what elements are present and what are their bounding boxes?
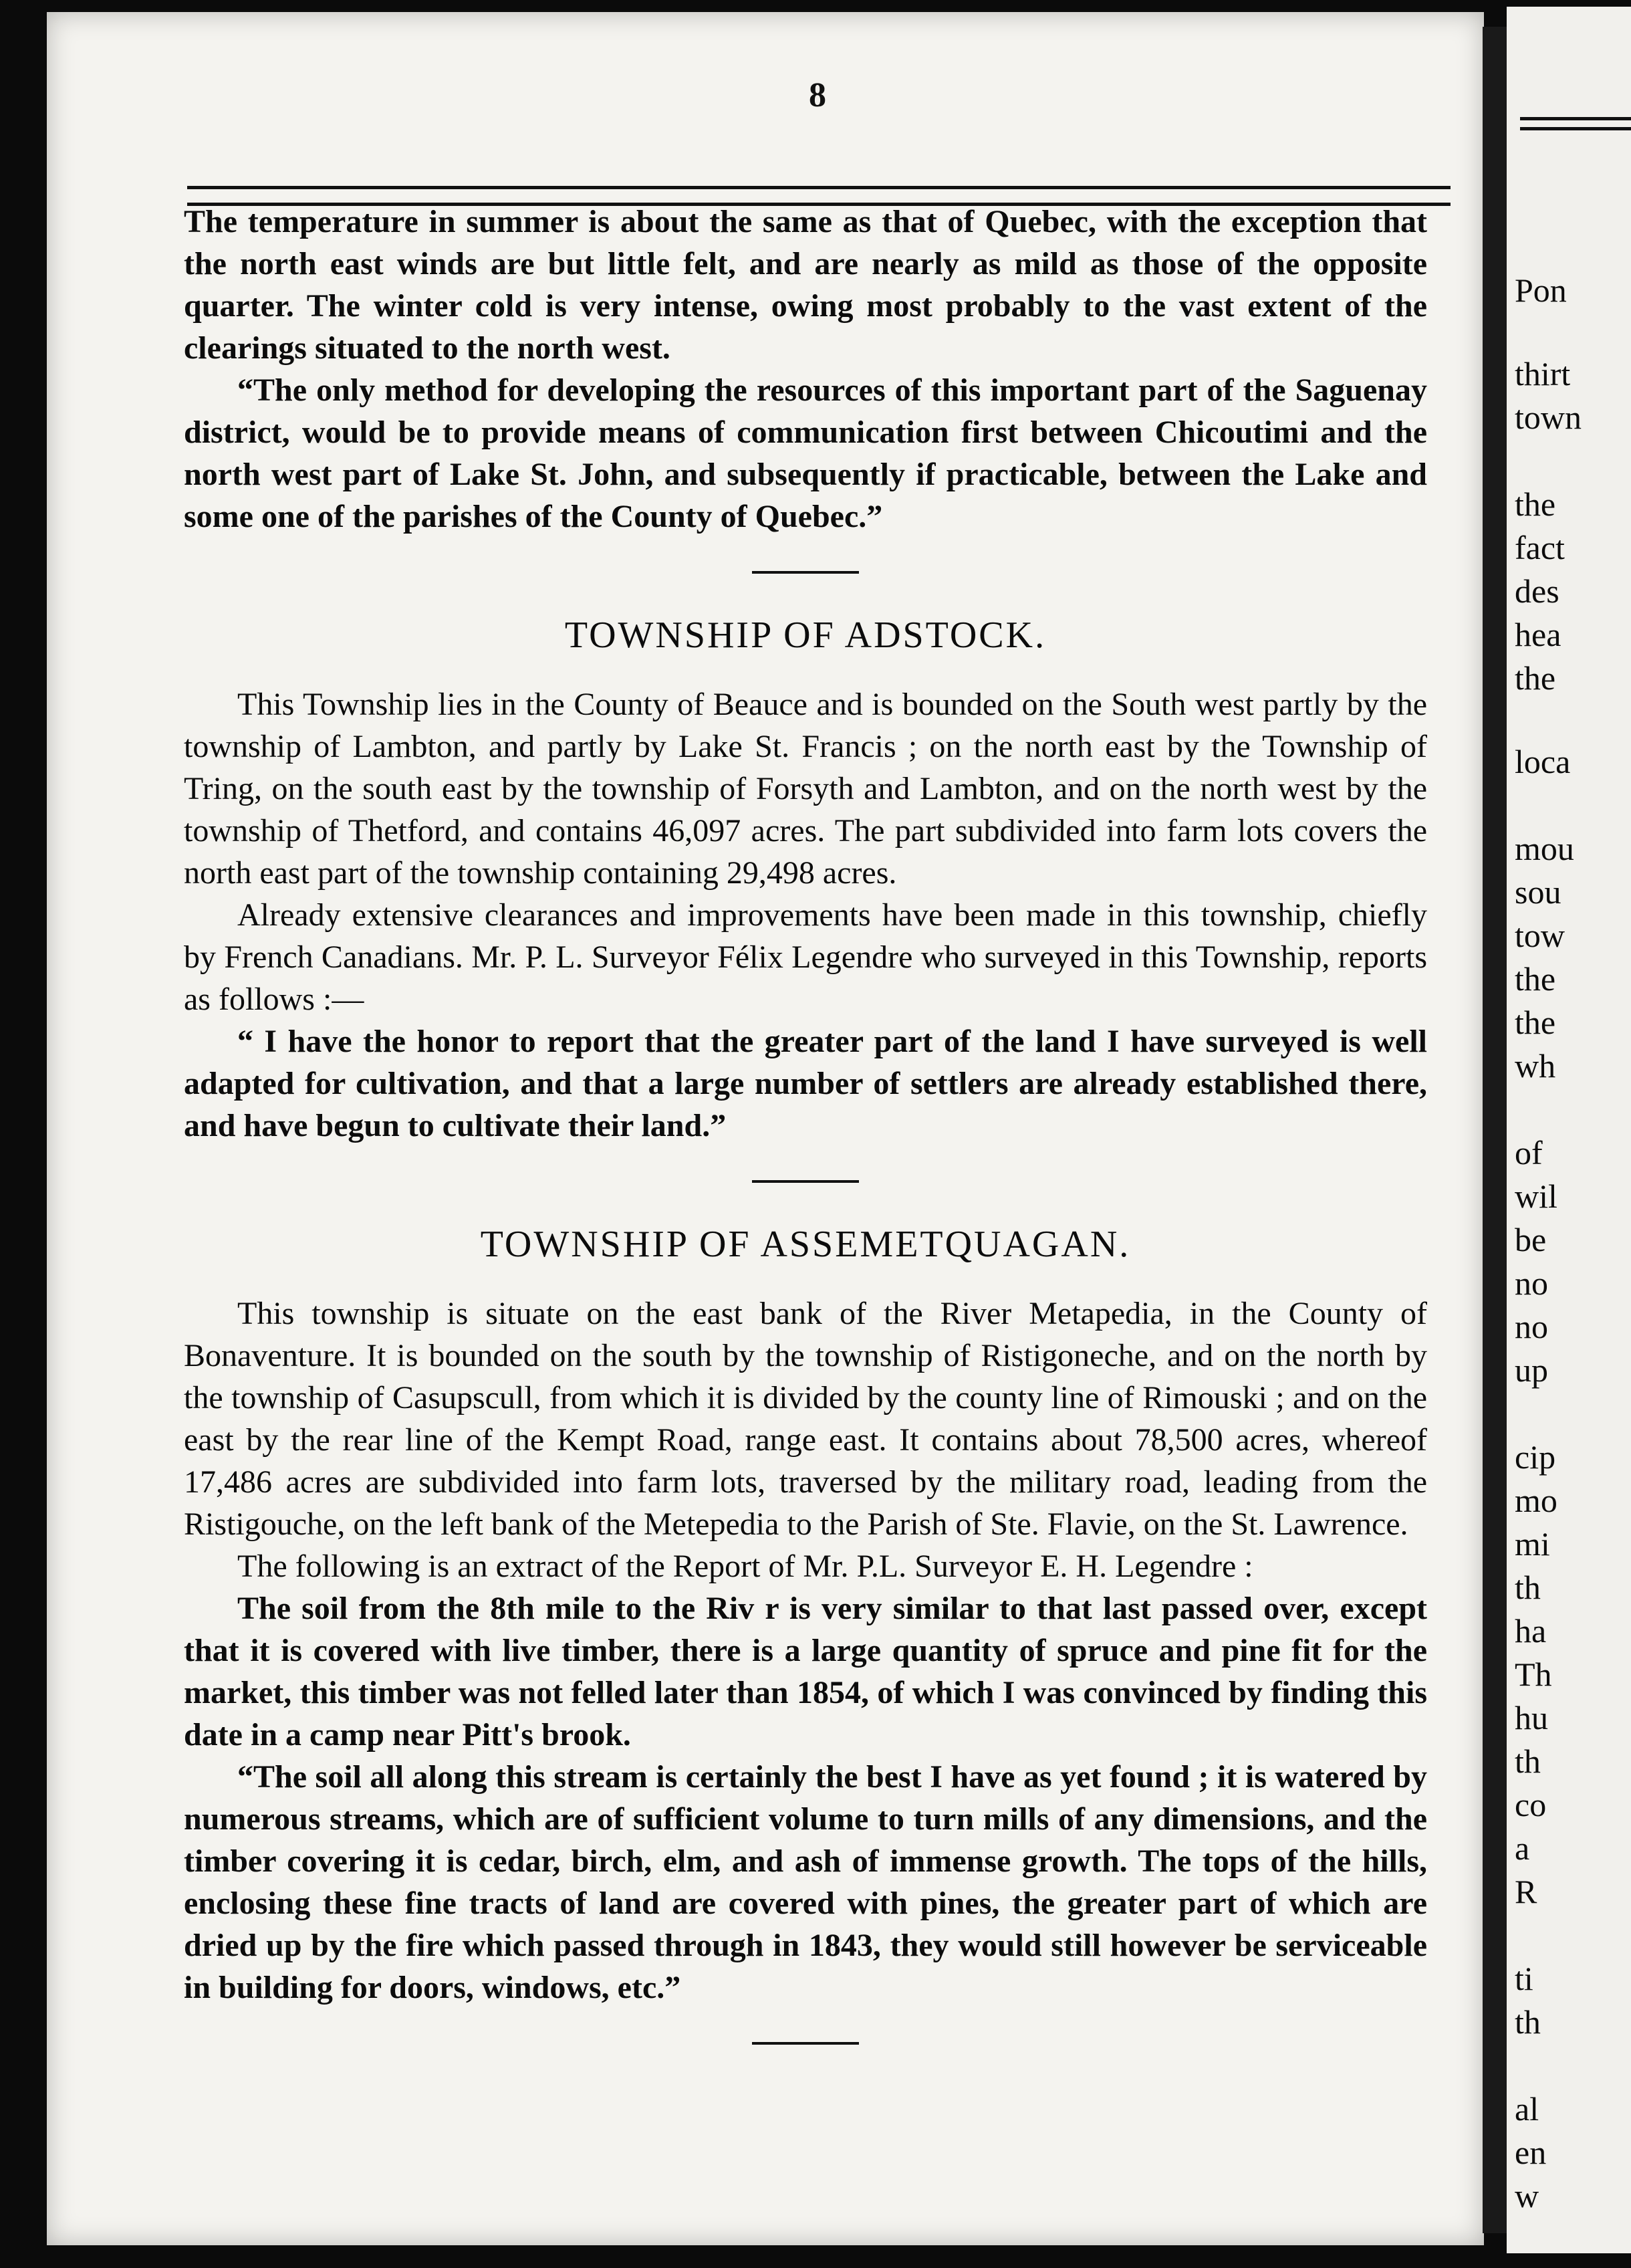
adstock-paragraph-1: This Township lies in the County of Beauce and is bounded on the South west partly by the township of Lambton, and partly by Lake St. Francis ; on the north east by the Township of Tring, on the south east by the township of Forsyth and Lambton, and on the north west by the township of Thetford, and contains 46,097 acres. The part subdivided into farm lots covers the north east part of the township containing 29,498 acres.	[184, 687, 1427, 891]
page-gutter	[1483, 27, 1507, 2233]
intro-paragraph-1: The temperature in summer is about the same as that of Quebec, with the exception that the north east winds are but little felt, and are nearly as mild as those of the opposite quarter. The winter cold is very intense, owing most probably to the vast extent of the clearings situated to the north west.	[184, 204, 1427, 366]
adjacent-page-fragment: town	[1515, 399, 1582, 436]
adjacent-page-fragment: hu	[1515, 1699, 1548, 1736]
adjacent-page-fragment: mou	[1515, 830, 1574, 867]
adjacent-page-fragment: ti	[1515, 1960, 1533, 1997]
adjacent-page-fragment: the	[1515, 659, 1556, 697]
adstock-quote: “ I have the honor to report that the greater part of the land I have surveyed is well adapted for cultivation, and that a large number of settlers are already established there, and have begun to cultivate their land.”	[184, 1024, 1427, 1143]
adjacent-page-fragment: wh	[1515, 1047, 1556, 1085]
adjacent-page-fragment: thirt	[1515, 355, 1571, 392]
adjacent-page-fragment: Th	[1515, 1656, 1552, 1693]
adjacent-page-fragment: be	[1515, 1221, 1547, 1258]
adjacent-page-fragment: the	[1515, 485, 1556, 523]
intro-paragraph-2: “The only method for developing the resources of this important part of the Saguenay district, would be to provide means of communication first between Chicoutimi and the north west part of Lake St. John, and subsequently if practicable, between the Lake and some one of the parishes of the County of Quebec.”	[184, 372, 1427, 534]
adjacent-page-fragment: no	[1515, 1264, 1548, 1302]
adjacent-page-rule	[1520, 117, 1631, 130]
section-divider	[752, 571, 859, 574]
assemetquagan-paragraph-2: The following is an extract of the Report of Mr. P.L. Surveyor E. H. Legendre :	[237, 1549, 1253, 1584]
adjacent-page-fragment: fact	[1515, 529, 1565, 566]
adjacent-page-fragment: mo	[1515, 1482, 1557, 1519]
adjacent-page-fragment: sou	[1515, 873, 1561, 911]
adjacent-page-fragment: co	[1515, 1786, 1547, 1823]
section-divider	[752, 2042, 859, 2045]
adjacent-page-fragment: ha	[1515, 1612, 1547, 1650]
section-divider	[752, 1180, 859, 1183]
adjacent-page-fragment: loca	[1515, 743, 1571, 780]
adjacent-page-fragment: en	[1515, 2134, 1547, 2171]
adjacent-page-fragment: R	[1515, 1873, 1537, 1910]
adjacent-page-fragment: Pon	[1515, 271, 1567, 309]
adjacent-page-fragment: the	[1515, 1004, 1556, 1041]
adjacent-page-fragment: hea	[1515, 616, 1561, 653]
adjacent-page-fragment: des	[1515, 572, 1559, 610]
adjacent-page-fragment: a	[1515, 1829, 1530, 1867]
adstock-paragraph-2: Already extensive clearances and improvements have been made in this township, chiefly by French Canadians. Mr. P. L. Surveyor Félix Legendre who surveyed in this Township, reports as follows :—	[184, 897, 1427, 1017]
adjacent-page-fragment: mi	[1515, 1525, 1550, 1563]
page-content	[184, 201, 1427, 2075]
adjacent-page-fragment: the	[1515, 960, 1556, 998]
section-heading-assemetquagan: TOWNSHIP OF ASSEMETQUAGAN.	[480, 1224, 1131, 1265]
adjacent-page-fragment: w	[1515, 2177, 1539, 2215]
adjacent-page-fragment: cip	[1515, 1438, 1556, 1476]
assemetquagan-quote: “The soil all along this stream is certainly the best I have as yet found ; it is watered by numerous streams, which are of sufficient volume to turn mills of any dimensions, and the timber covering it is cedar, birch, elm, and ash of immense growth. The tops of the hills, enclosing these fine tracts of land are covered with pines, the greater part of which are dried up by the fire which passed through in 1843, they would still however be serviceable in building for doors, windows, etc.”	[184, 1759, 1427, 2005]
adjacent-page-fragment: of	[1515, 1134, 1543, 1171]
adjacent-page-fragment: th	[1515, 1742, 1541, 1780]
adjacent-page-fragment: al	[1515, 2090, 1539, 2128]
adjacent-page-fragment: th	[1515, 2003, 1541, 2041]
adjacent-page-fragment: th	[1515, 1569, 1541, 1606]
adjacent-page-fragment: no	[1515, 1308, 1548, 1345]
assemetquagan-paragraph-3: The soil from the 8th mile to the Riv r is very similar to that last passed over, except that it is covered with live timber, there is a large quantity of spruce and pine fit for the market, this timber was not felled later than 1854, of which I was convinced by finding this date in a camp near Pitt's brook.	[184, 1591, 1427, 1752]
adjacent-page-fragment: tow	[1515, 917, 1565, 954]
adjacent-page	[1507, 7, 1631, 2253]
section-heading-adstock: TOWNSHIP OF ADSTOCK.	[564, 614, 1047, 656]
page-number: 8	[809, 76, 826, 114]
adjacent-page-fragment: up	[1515, 1351, 1548, 1389]
assemetquagan-paragraph-1: This township is situate on the east bank of the River Metapedia, in the County of Bonaventure. It is bounded on the south by the township of Ristigoneche, and on the north by the township of Casupscull, from which it is divided by the county line of Rimouski ; and on the east by the rear line of the Kempt Road, range east. It contains about 78,500 acres, whereof 17,486 acres are subdivided into farm lots, traversed by the military road, leading from the Ristigouche, on the left bank of the Metepedia to the Parish of Ste. Flavie, on the St. Lawrence.	[184, 1296, 1427, 1542]
adjacent-page-fragment: wil	[1515, 1177, 1557, 1215]
